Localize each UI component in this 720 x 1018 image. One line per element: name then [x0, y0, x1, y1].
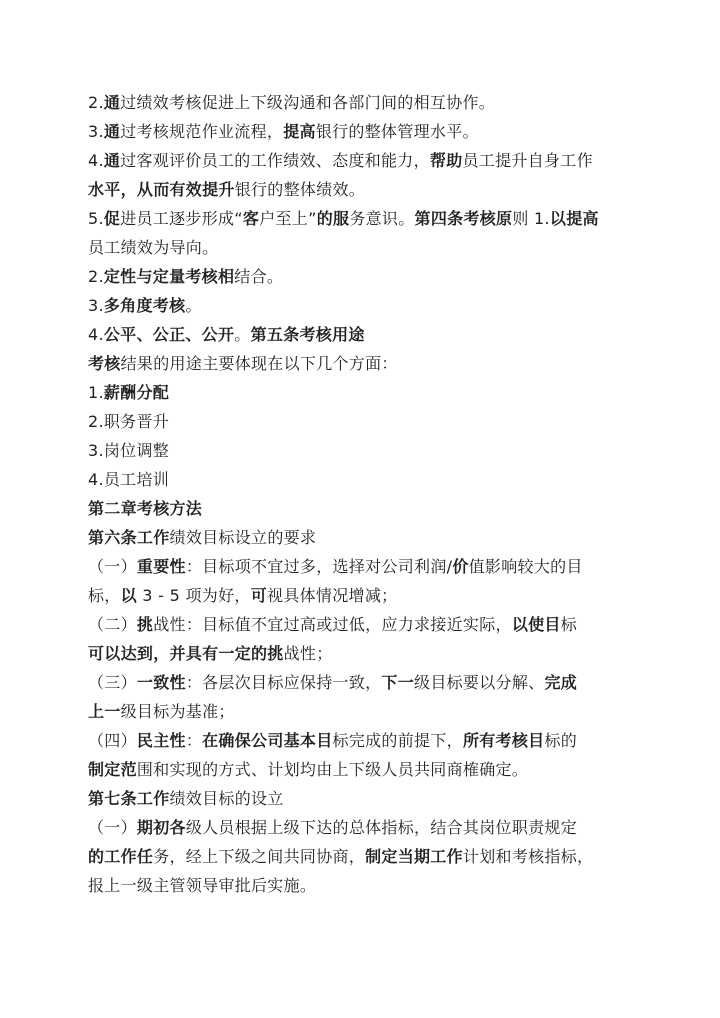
body-text: 标的: [544, 731, 578, 750]
body-text: （一）: [88, 818, 137, 837]
body-text: 3.: [88, 122, 104, 141]
body-text: 值影响较大的目: [468, 557, 583, 576]
bold-text: 的工作任: [88, 847, 154, 866]
text-line: [88, 465, 648, 494]
body-text: 战性；: [283, 644, 333, 663]
body-text: 员工绩效为导向。: [88, 238, 219, 257]
body-text: 围和实现的方式、计划均由上下级人员共同商榷确定。: [136, 760, 529, 779]
bold-text: 促: [103, 209, 121, 228]
body-text: ：各层次目标应保持一致，: [185, 673, 382, 692]
body-text: 2.职务晋升: [88, 412, 170, 431]
bold-text: 下一: [381, 673, 415, 692]
body-text: 视具体情况增减；: [267, 586, 398, 605]
body-text: 3.: [88, 296, 104, 315]
body-text: 3.岗位调整: [88, 441, 170, 460]
bold-text: 可以达到，并具有一定的挑: [88, 644, 284, 663]
body-text: 过绩效考核促进上下级沟通和各部门间的相互协作。: [120, 93, 496, 112]
bold-text: 可: [250, 586, 268, 605]
text-line: [88, 233, 648, 262]
text-line: [88, 755, 648, 784]
bold-text: 完成: [544, 673, 578, 692]
text-line: [88, 88, 648, 117]
body-text: 级目标要以分解、: [414, 673, 545, 692]
text-line: [88, 320, 648, 349]
text-line: [88, 581, 648, 610]
body-text: 级人员根据上级下达的总体指标，结合其岗位职责规定: [185, 818, 578, 837]
text-line: [88, 349, 648, 378]
text-line: [88, 146, 648, 175]
body-text: 标: [560, 615, 578, 634]
body-text: 银行的整体管理水平。: [315, 122, 479, 141]
bold-text: 通: [103, 151, 121, 170]
text-line: [88, 436, 648, 465]
body-text: 结合。: [234, 267, 284, 286]
bold-text: 以使目: [511, 615, 561, 634]
bold-text: 重要性: [136, 557, 186, 576]
body-text: （一）: [88, 557, 137, 576]
body-text: 员工提升自身工作: [462, 151, 593, 170]
body-text: 战性：目标值不宜过高或过低，应力求接近实际，: [153, 615, 512, 634]
text-line: [88, 784, 648, 813]
body-text: 标完成的前提下，: [332, 731, 463, 750]
body-text: 级目标为基准；: [120, 702, 235, 721]
body-text: 务，经上下级之间共同协商，: [153, 847, 366, 866]
bold-text: 价: [452, 557, 469, 576]
text-line: [88, 697, 648, 726]
body-text: 计划和考核指标，: [462, 847, 594, 866]
bold-text: 多角度考核: [103, 296, 186, 315]
text-line: [88, 813, 648, 842]
bold-text: 客: [242, 209, 260, 228]
body-text: 务意识。: [349, 209, 415, 228]
document-body: [88, 88, 648, 900]
text-line: [88, 378, 648, 407]
body-text: （四）: [88, 731, 137, 750]
body-text: 2.: [88, 267, 104, 286]
bold-text: 所有考核目: [462, 731, 545, 750]
text-line: [88, 639, 648, 668]
text-line: [88, 204, 648, 233]
body-text: （二）: [88, 615, 137, 634]
body-text: 户至上”: [259, 209, 317, 228]
body-text: 标，: [88, 586, 121, 605]
body-text: （三）: [88, 673, 137, 692]
body-text: 4.: [88, 151, 104, 170]
bold-text: 制定当期工作: [365, 847, 463, 866]
body-text: 4.: [88, 325, 104, 344]
text-line: [88, 117, 648, 146]
body-text: 过客观评价员工的工作绩效、态度和能力，: [120, 151, 430, 170]
bold-text: 民主性: [136, 731, 186, 750]
bold-text: 水平，从而有效提升: [88, 180, 235, 199]
bold-text: 第六条工作: [88, 528, 170, 547]
bold-text: 第二章考核方法: [88, 499, 203, 518]
body-text: 结果的用途主要体现在以下几个方面：: [120, 354, 398, 373]
text-line: [88, 291, 648, 320]
text-line: [88, 668, 648, 697]
bold-text: 考核: [88, 354, 121, 373]
body-text: 1.: [88, 383, 104, 402]
body-text: 5.: [88, 209, 104, 228]
text-line: [88, 175, 648, 204]
bold-text: 的服: [316, 209, 350, 228]
body-text: 3 - 5 项为好，: [136, 586, 251, 605]
body-text: 进员工逐步形成“: [120, 209, 243, 228]
bold-text: 提高: [283, 122, 316, 141]
body-text: 银行的整体绩效。: [234, 180, 366, 199]
bold-text: 以: [120, 586, 137, 605]
body-text: 。: [185, 296, 202, 315]
bold-text: 第七条工作: [88, 789, 170, 808]
bold-text: 第四条考核原: [414, 209, 513, 228]
bold-text: 第五条考核用途: [250, 325, 365, 344]
body-text: 4.员工培训: [88, 470, 170, 489]
text-line: [88, 523, 648, 552]
body-text: ：: [185, 731, 203, 750]
bold-text: 通: [103, 122, 121, 141]
bold-text: 挑: [136, 615, 154, 634]
text-line: [88, 726, 648, 755]
bold-text: 一致性: [136, 673, 186, 692]
text-line: [88, 552, 648, 581]
body-text: 绩效目标设立的要求: [169, 528, 317, 547]
body-text: 报上一级主管领导审批后实施。: [88, 876, 317, 895]
text-line: [88, 262, 648, 291]
body-text: 则 1.: [512, 209, 550, 228]
body-text: 。: [234, 325, 251, 344]
bold-text: 帮助: [429, 151, 463, 170]
bold-text: 在确保公司基本目: [202, 731, 333, 750]
bold-text: 定性与定量考核相: [103, 267, 235, 286]
text-line: [88, 610, 648, 639]
body-text: 过考核规范作业流程，: [120, 122, 284, 141]
text-line: [88, 407, 648, 436]
text-line: [88, 494, 648, 523]
bold-text: 通: [103, 93, 121, 112]
bold-text: 制定范: [88, 760, 137, 779]
bold-text: 薪酬分配: [103, 383, 170, 402]
bold-text: 上一: [88, 702, 121, 721]
body-text: ：目标项不宜过多，选择对公司利润/: [185, 557, 453, 576]
bold-text: 以提高: [549, 209, 599, 228]
text-line: [88, 871, 648, 900]
text-line: [88, 842, 648, 871]
bold-text: 公平、公正、公开: [103, 325, 235, 344]
body-text: 绩效目标的设立: [169, 789, 284, 808]
body-text: 2.: [88, 93, 104, 112]
bold-text: 期初各: [136, 818, 186, 837]
